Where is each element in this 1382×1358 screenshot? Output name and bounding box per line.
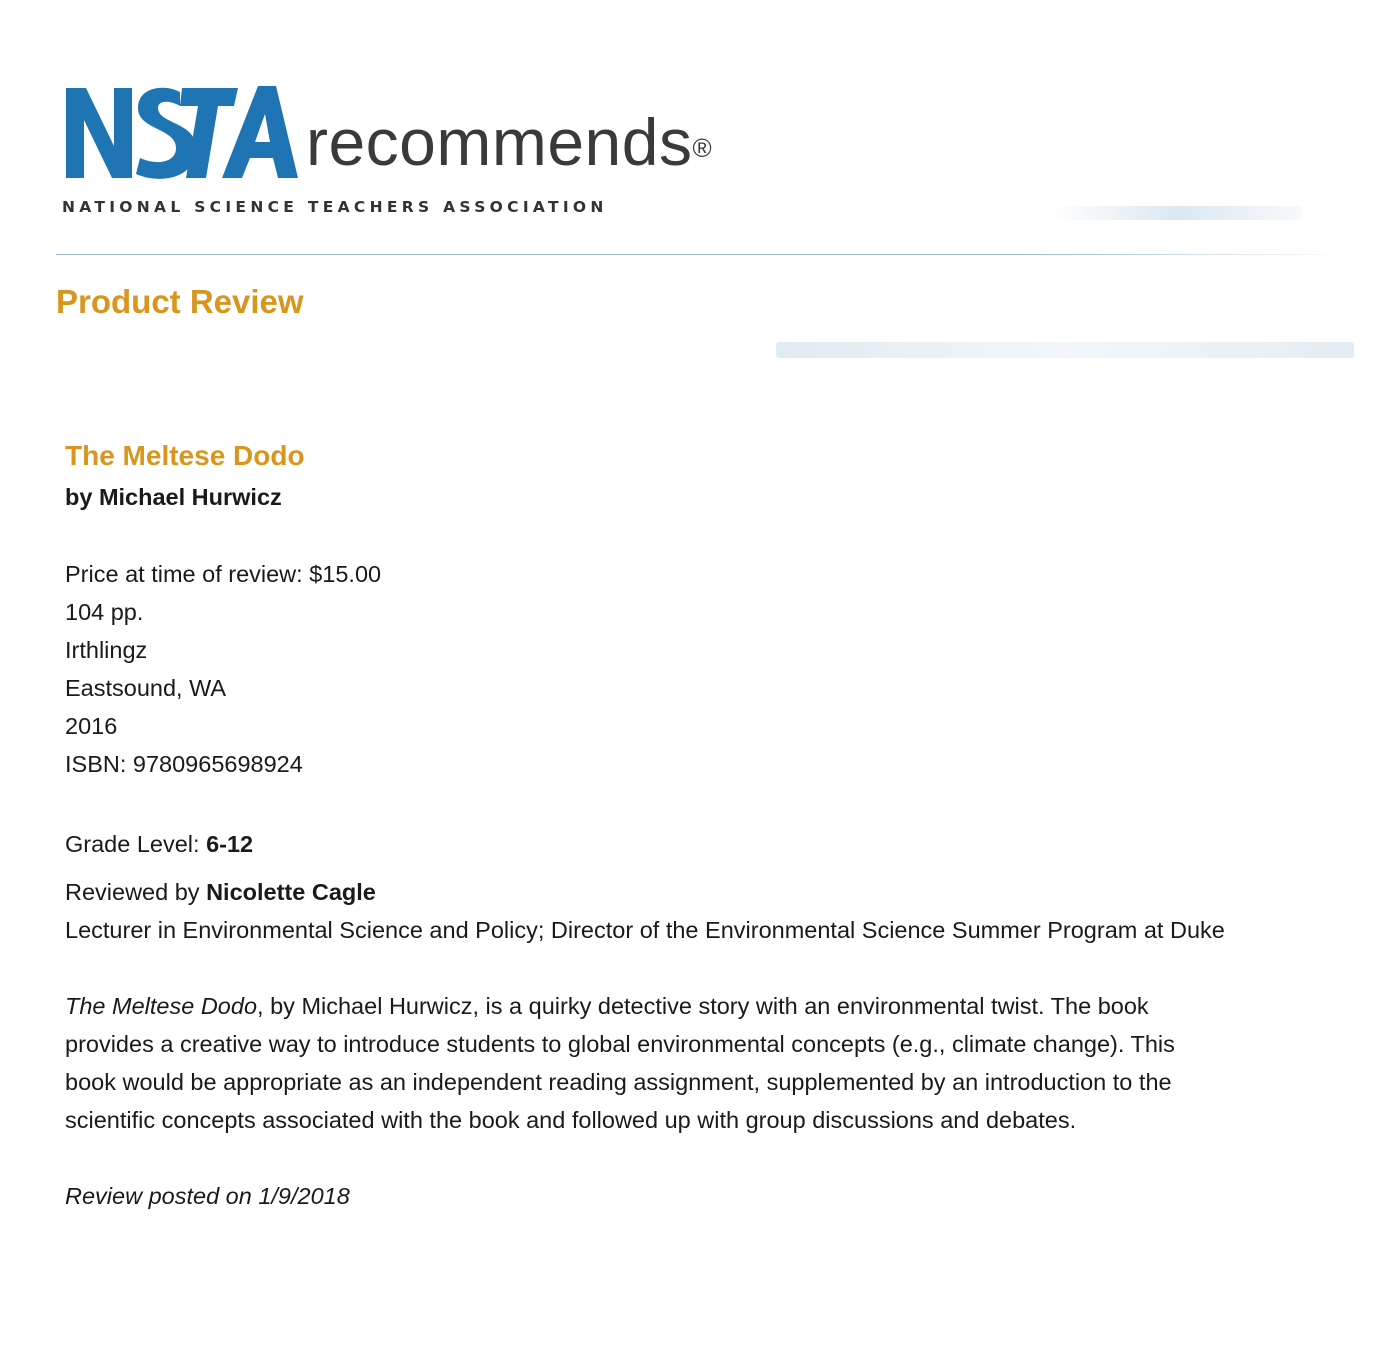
header-divider [56,254,1346,255]
logo-wordmark [306,102,712,182]
faded-header-link [1052,206,1302,220]
registered-mark: ® [692,133,713,163]
book-publisher: Irthlingz [65,637,148,663]
reviewer-line [65,873,1305,911]
logo-word-text: recommends [306,105,693,179]
reviewer-title: Lecturer in Environmental Science and Policy; Director of the Environmental Science Summer Program at Duke [65,917,1225,943]
review-posted-date: Review posted on 1/9/2018 [65,1183,350,1209]
book-price: Price at time of review: $15.00 [65,561,382,587]
page-header [0,0,1382,260]
book-details [65,555,1305,783]
section-title: Product Review [56,283,304,320]
review-body [65,987,1215,1139]
reviewer-info [65,873,1305,949]
book-author: by Michael Hurwicz [65,484,282,510]
grade-label: Grade Level: [65,831,207,857]
logo-tagline: NATIONAL SCIENCE TEACHERS ASSOCIATION [62,198,608,216]
book-pages: 104 pp. [65,599,144,625]
review-content [65,437,1305,1215]
reviewer-name: Nicolette Cagle [206,879,376,905]
review-text: , by Michael Hurwicz, is a quirky detective story with an environmental twist. The book provides a creative way to introduce students to global environmental concepts (e.g., climate change). This book would be appropriate as an independent reading assignment, supplemented by an introduction to the scientific concepts associated with the book and followed up with group discussions and debates. [65,993,1175,1133]
book-title: The Meltese Dodo [65,440,305,471]
nsta-recommends-logo[interactable] [62,78,762,228]
book-isbn: ISBN: 9780965698924 [65,751,303,777]
grade-value: 6-12 [206,831,254,857]
book-location: Eastsound, WA [65,675,227,701]
grade-level [65,825,1305,863]
book-year: 2016 [65,713,118,739]
reviewer-label: Reviewed by [65,879,207,905]
faded-nav-links [776,342,1354,358]
review-book-title: The Meltese Dodo [65,993,258,1019]
nsta-logo-mark [62,78,302,183]
